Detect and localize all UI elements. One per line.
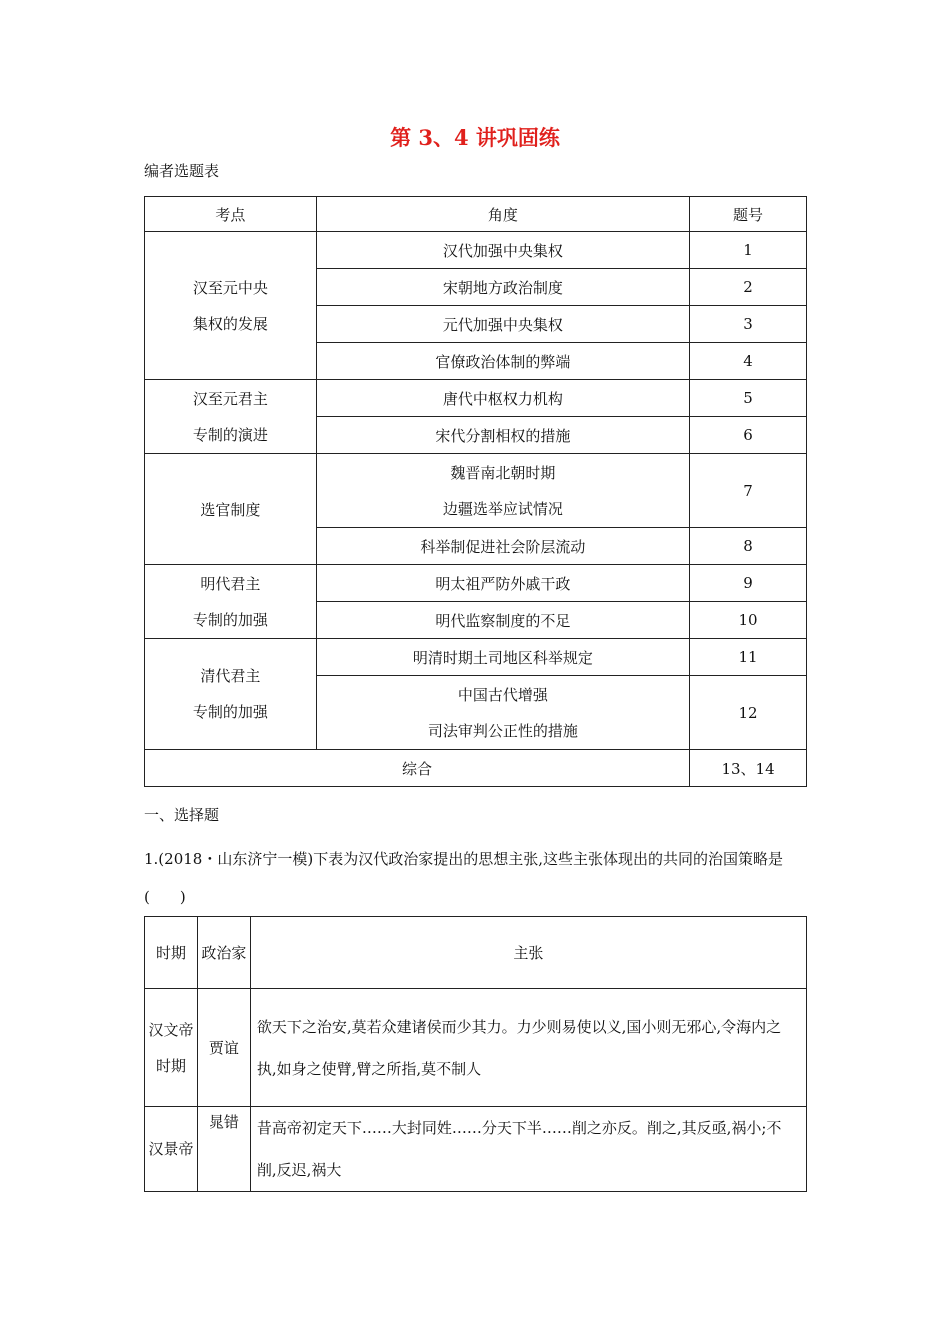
angle-cell: 宋代分割相权的措施 xyxy=(316,417,689,454)
topic-cell: 汉至元中央 集权的发展 xyxy=(145,232,317,380)
angle-cell: 官僚政治体制的弊端 xyxy=(316,343,689,380)
number-cell: 8 xyxy=(690,528,807,565)
angle-cell: 魏晋南北朝时期 边疆选举应试情况 xyxy=(316,454,689,528)
number-cell: 3 xyxy=(690,306,807,343)
angle-cell: 明太祖严防外戚干政 xyxy=(316,565,689,602)
angle-cell: 汉代加强中央集权 xyxy=(316,232,689,269)
header-topic: 考点 xyxy=(145,197,317,232)
topic-cell: 汉至元君主 专制的演进 xyxy=(145,380,317,454)
question-1-table xyxy=(144,916,807,1192)
number-cell: 5 xyxy=(690,380,807,417)
topic-cell: 清代君主 专制的加强 xyxy=(145,639,317,750)
number-cell: 2 xyxy=(690,269,807,306)
number-cell: 11 xyxy=(690,639,807,676)
selection-table xyxy=(144,196,807,787)
header-claim: 主张 xyxy=(250,917,806,989)
angle-cell: 中国古代增强 司法审判公正性的措施 xyxy=(316,676,689,750)
number-cell: 12 xyxy=(690,676,807,750)
angle-cell: 明代监察制度的不足 xyxy=(316,602,689,639)
summary-label: 综合 xyxy=(145,750,690,787)
number-cell: 4 xyxy=(690,343,807,380)
number-cell: 7 xyxy=(690,454,807,528)
angle-cell: 唐代中枢权力机构 xyxy=(316,380,689,417)
claim-cell: 昔高帝初定天下……大封同姓……分天下半……削之亦反。削之,其反亟,祸小;不削,反迟,祸大 xyxy=(250,1107,806,1192)
angle-cell: 元代加强中央集权 xyxy=(316,306,689,343)
topic-cell: 明代君主 专制的加强 xyxy=(145,565,317,639)
statesman-cell: 贾谊 xyxy=(197,989,250,1107)
claim-cell: 欲天下之治安,莫若众建诸侯而少其力。力少则易使以义,国小则无邪心,令海内之执,如身之使臂,臂之所指,莫不制人 xyxy=(250,989,806,1107)
table-caption: 编者选题表 xyxy=(144,162,220,180)
topic-cell: 选官制度 xyxy=(145,454,317,565)
header-number: 题号 xyxy=(690,197,807,232)
header-period: 时期 xyxy=(145,917,198,989)
header-angle: 角度 xyxy=(316,197,689,232)
page-title: 第 3、4 讲巩固练 xyxy=(390,125,560,150)
angle-cell: 明清时期土司地区科举规定 xyxy=(316,639,689,676)
angle-cell: 科举制促进社会阶层流动 xyxy=(316,528,689,565)
summary-number: 13、14 xyxy=(690,750,807,787)
number-cell: 1 xyxy=(690,232,807,269)
statesman-cell: 晁错 xyxy=(197,1107,250,1192)
number-cell: 10 xyxy=(690,602,807,639)
period-cell: 汉景帝 xyxy=(145,1107,198,1192)
header-statesman: 政治家 xyxy=(197,917,250,989)
number-cell: 9 xyxy=(690,565,807,602)
question-1-text: 1.(2018・山东济宁一模)下表为汉代政治家提出的思想主张,这些主张体现出的共同的治国策略是( ) xyxy=(144,850,783,906)
angle-cell: 宋朝地方政治制度 xyxy=(316,269,689,306)
period-cell: 汉文帝时期 xyxy=(145,989,198,1107)
section-heading: 一、选择题 xyxy=(144,806,220,824)
number-cell: 6 xyxy=(690,417,807,454)
